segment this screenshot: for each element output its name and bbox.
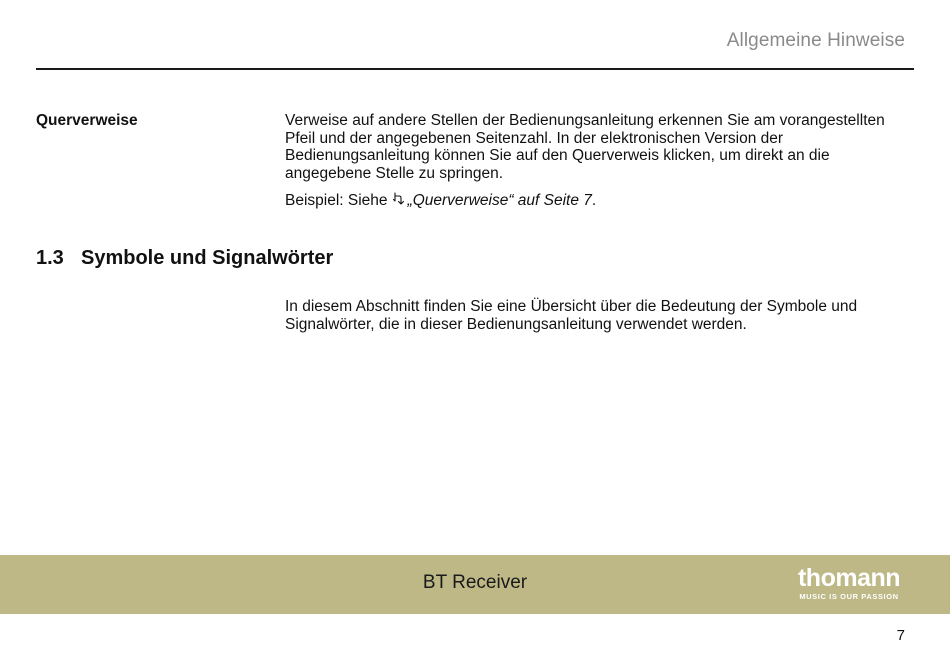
page-number: 7 — [896, 627, 905, 644]
section-title: Symbole und Signalwörter — [81, 247, 334, 269]
product-name: BT Receiver — [422, 572, 528, 593]
cross-reference-example — [285, 192, 900, 210]
section-intro: In diesem Abschnitt finden Sie eine Übersicht über die Bedeutung der Symbole und Signalwörter, die in dieser Bedienungsanleitung verwendet werden. — [285, 298, 858, 333]
example-prefix: Beispiel: Siehe — [285, 192, 388, 209]
example-suffix: . — [591, 192, 597, 209]
section-intro-body — [285, 298, 900, 333]
logo-tagline: MUSIC IS OUR PASSION — [799, 592, 899, 601]
chapter-title: Allgemeine Hinweise — [726, 30, 905, 51]
footer-band — [0, 555, 950, 614]
thomann-logo — [792, 564, 906, 601]
cross-reference-label: Querverweise — [36, 112, 138, 129]
logo-wordmark: thomann — [797, 564, 901, 592]
cross-reference-description: Verweise auf andere Stellen der Bedienungsanleitung erkennen Sie am vorangestellten Pfeil und der angegebenen Seitenzahl. In der elektronischen Version der Bedienungsanleitung können Sie auf den Querverweis klicken, um direkt an die angegebene Stelle zu springen. — [285, 112, 885, 182]
pointing-arrow-icon — [392, 192, 406, 206]
header-divider — [36, 68, 914, 70]
section-heading — [36, 247, 333, 270]
cross-reference-body — [285, 112, 900, 210]
section-number: 1.3 — [36, 247, 64, 269]
page-header — [0, 0, 950, 70]
cross-reference-link[interactable]: „Querverweise“ auf Seite 7 — [407, 192, 592, 209]
